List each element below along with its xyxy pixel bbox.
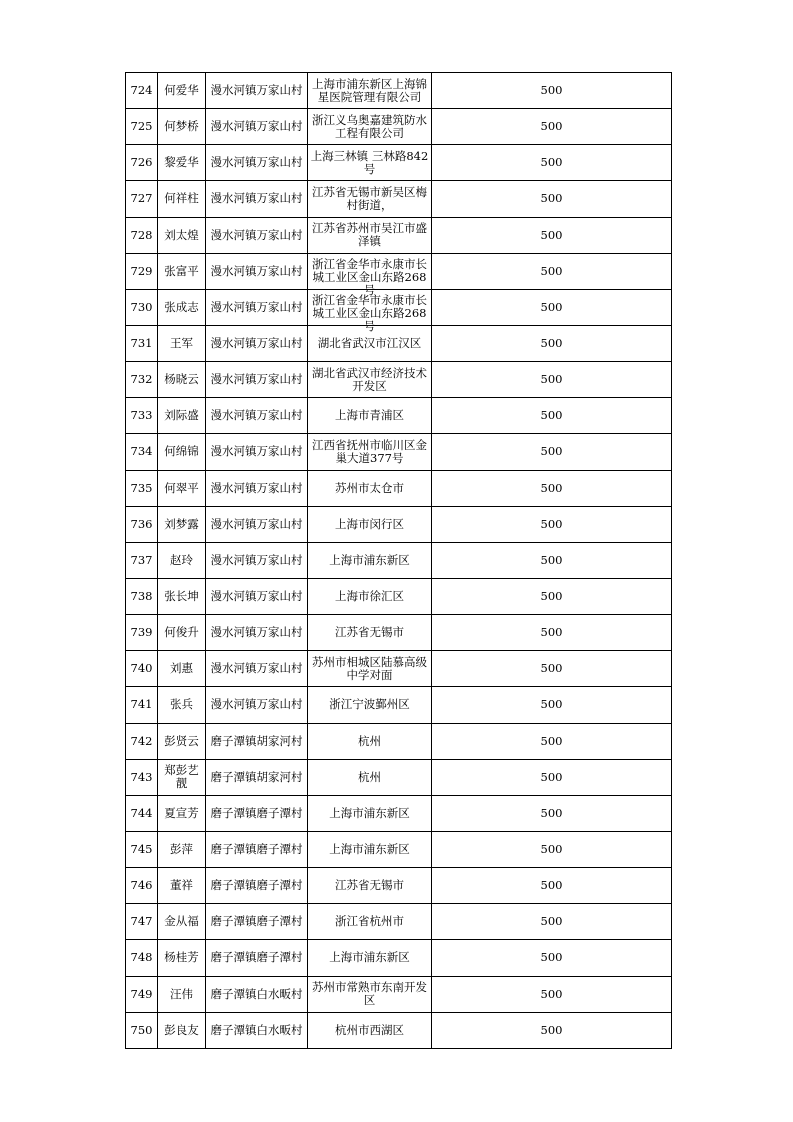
row-number-cell-text: 734 [130,444,153,459]
table-row [126,940,672,976]
amount-cell [432,976,672,1012]
workplace-address-cell-text: 上海市闵行区 [335,516,404,531]
amount-cell-text: 500 [540,986,563,1001]
village-cell-text: 漫水河镇万家山村 [210,480,303,495]
row-number-cell-text: 737 [130,552,153,567]
row-number-cell [126,289,158,325]
amount-cell [432,578,672,614]
person-name-cell [158,976,206,1012]
amount-cell [432,795,672,831]
table-row [126,109,672,145]
village-cell-text: 漫水河镇万家山村 [210,661,303,676]
amount-cell [432,73,672,109]
amount-cell-text: 500 [540,697,563,712]
workplace-address-cell [308,398,432,434]
amount-cell [432,651,672,687]
village-cell-text: 漫水河镇万家山村 [210,516,303,531]
person-name-cell-text: 夏宣芳 [164,805,199,820]
amount-cell [432,362,672,398]
person-name-cell-text: 何绵锦 [164,444,199,459]
person-name-cell [158,723,206,759]
row-number-cell-text: 739 [130,625,153,640]
workplace-address-cell-text: 上海市浦东新区上海锦星医院管理有限公司 [312,76,427,104]
village-cell [206,795,308,831]
amount-cell-text: 500 [540,625,563,640]
row-number-cell [126,1012,158,1048]
workplace-address-cell [308,795,432,831]
table-row [126,976,672,1012]
village-cell [206,506,308,542]
table-row [126,73,672,109]
person-name-cell [158,253,206,289]
workplace-address-cell-text: 浙江义乌奥嘉建筑防水工程有限公司 [312,112,427,140]
village-cell-text: 漫水河镇万家山村 [210,336,303,351]
table-row [126,1012,672,1048]
workplace-address-cell [308,723,432,759]
row-number-cell [126,723,158,759]
row-number-cell [126,615,158,651]
workplace-address-cell [308,615,432,651]
row-number-cell [126,145,158,181]
amount-cell-text: 500 [540,805,563,820]
village-cell [206,362,308,398]
table-row [126,795,672,831]
amount-cell-text: 500 [540,119,563,134]
amount-cell-text: 500 [540,191,563,206]
village-cell-text: 漫水河镇万家山村 [210,697,303,712]
person-name-cell [158,217,206,253]
table-row [126,578,672,614]
amount-cell [432,217,672,253]
table-row [126,289,672,325]
amount-cell [432,181,672,217]
amount-cell-text: 500 [540,589,563,604]
person-name-cell-text: 何翠平 [164,480,199,495]
village-cell [206,109,308,145]
workplace-address-cell-text: 上海市徐汇区 [335,589,404,604]
row-number-cell-text: 735 [130,480,153,495]
workplace-address-cell-text: 江苏省苏州市吴江市盛泽镇 [312,221,427,249]
amount-cell [432,868,672,904]
person-name-cell [158,109,206,145]
person-name-cell-text: 彭良友 [164,1022,199,1037]
village-cell-text: 磨子潭镇磨子潭村 [210,805,303,820]
workplace-address-cell [308,868,432,904]
village-cell [206,976,308,1012]
amount-cell-text: 500 [540,408,563,423]
village-cell [206,904,308,940]
row-number-cell [126,253,158,289]
workplace-address-cell [308,542,432,578]
workplace-address-cell [308,578,432,614]
row-number-cell [126,181,158,217]
village-cell-text: 漫水河镇万家山村 [210,227,303,242]
amount-cell-text: 500 [540,552,563,567]
village-cell [206,759,308,795]
row-number-cell [126,109,158,145]
person-name-cell-text: 杨晓云 [164,372,199,387]
amount-cell [432,109,672,145]
row-number-cell [126,651,158,687]
amount-cell [432,470,672,506]
village-cell [206,181,308,217]
workplace-address-cell [308,759,432,795]
table-row [126,434,672,470]
workplace-address-cell [308,687,432,723]
village-cell [206,687,308,723]
workplace-address-cell-text: 江西省抚州市临川区金巢大道377号 [312,437,427,465]
amount-cell-text: 500 [540,769,563,784]
workplace-address-cell [308,253,432,298]
row-number-cell [126,73,158,109]
amount-cell-text: 500 [540,914,563,929]
village-cell-text: 漫水河镇万家山村 [210,372,303,387]
village-cell [206,651,308,687]
workplace-address-cell [308,1012,432,1048]
person-name-cell-text: 张兵 [170,697,193,712]
row-number-cell-text: 731 [130,336,153,351]
row-number-cell [126,940,158,976]
table-row [126,506,672,542]
person-name-cell-text: 刘惠 [170,661,193,676]
person-name-cell [158,940,206,976]
village-cell-text: 磨子潭镇白水畈村 [210,986,303,1001]
amount-cell [432,398,672,434]
amount-cell [432,1012,672,1048]
amount-cell-text: 500 [540,263,563,278]
amount-cell-text: 500 [540,878,563,893]
amount-cell [432,723,672,759]
village-cell-text: 漫水河镇万家山村 [210,263,303,278]
table-row [126,831,672,867]
row-number-cell [126,795,158,831]
village-cell-text: 磨子潭镇磨子潭村 [210,842,303,857]
workplace-address-cell-text: 江苏省无锡市 [335,625,404,640]
table-row [126,687,672,723]
person-name-cell-text: 刘梦露 [164,516,199,531]
row-number-cell-text: 727 [130,191,153,206]
amount-cell [432,615,672,651]
amount-cell-text: 500 [540,480,563,495]
row-number-cell-text: 749 [130,986,153,1001]
person-name-cell [158,904,206,940]
workplace-address-cell-text: 浙江省金华市永康市长城工业区金山东路268号 [312,257,427,298]
row-number-cell-text: 738 [130,589,153,604]
person-name-cell-text: 何爱华 [164,83,199,98]
workplace-address-cell [308,940,432,976]
person-name-cell [158,831,206,867]
workplace-address-cell-text: 上海市浦东新区 [329,842,410,857]
row-number-cell [126,868,158,904]
village-cell [206,940,308,976]
workplace-address-cell-text: 湖北省武汉市江汉区 [317,336,422,351]
amount-cell [432,506,672,542]
village-cell-text: 漫水河镇万家山村 [210,119,303,134]
village-cell [206,253,308,289]
workplace-address-cell-text: 上海市浦东新区 [329,950,410,965]
workplace-address-cell-text: 苏州市相城区陆慕高级中学对面 [312,654,427,682]
row-number-cell-text: 744 [130,805,153,820]
amount-cell-text: 500 [540,950,563,965]
village-cell-text: 磨子潭镇磨子潭村 [210,878,303,893]
table-row [126,723,672,759]
workplace-address-cell [308,434,432,470]
workplace-address-cell-text: 湖北省武汉市经济技术开发区 [312,365,427,393]
person-name-cell [158,181,206,217]
person-name-cell [158,325,206,361]
amount-cell [432,687,672,723]
person-name-cell-text: 郑彭艺靓 [164,763,199,791]
village-cell [206,1012,308,1048]
amount-cell-text: 500 [540,733,563,748]
amount-cell-text: 500 [540,227,563,242]
workplace-address-cell-text: 上海市浦东新区 [329,552,410,567]
person-name-cell [158,687,206,723]
row-number-cell [126,831,158,867]
table-row [126,398,672,434]
amount-cell [432,904,672,940]
workplace-address-cell-text: 江苏省无锡市 [335,878,404,893]
village-cell [206,434,308,470]
workplace-address-cell-text: 杭州 [358,769,381,784]
table-row [126,651,672,687]
workplace-address-cell-text: 杭州市西湖区 [335,1022,404,1037]
workplace-address-cell-text: 上海市浦东新区 [329,805,410,820]
person-name-cell-text: 黎爱华 [164,155,199,170]
village-cell [206,542,308,578]
person-name-cell-text: 张长坤 [164,589,199,604]
row-number-cell [126,759,158,795]
workplace-address-cell-text: 苏州市太仓市 [335,480,404,495]
village-cell [206,831,308,867]
table-row [126,868,672,904]
row-number-cell [126,542,158,578]
village-cell [206,578,308,614]
amount-cell-text: 500 [540,299,563,314]
person-name-cell-text: 赵玲 [170,552,193,567]
row-number-cell [126,470,158,506]
row-number-cell [126,434,158,470]
amount-cell [432,145,672,181]
person-name-cell-text: 王军 [170,336,193,351]
workplace-address-cell [308,831,432,867]
workplace-address-cell-text: 上海市青浦区 [335,408,404,423]
village-cell-text: 漫水河镇万家山村 [210,83,303,98]
amount-cell [432,831,672,867]
workplace-address-cell-text: 浙江宁波鄞州区 [329,697,410,712]
person-name-cell [158,434,206,470]
village-cell-text: 磨子潭镇磨子潭村 [210,950,303,965]
row-number-cell-text: 726 [130,155,153,170]
table-row [126,217,672,253]
workplace-address-cell-text: 苏州市常熟市东南开发区 [312,980,427,1008]
village-cell [206,217,308,253]
row-number-cell [126,976,158,1012]
village-cell [206,868,308,904]
amount-cell [432,325,672,361]
amount-cell [432,289,672,325]
row-number-cell-text: 730 [130,299,153,314]
row-number-cell-text: 741 [130,697,153,712]
row-number-cell-text: 750 [130,1022,153,1037]
row-number-cell [126,398,158,434]
person-name-cell [158,615,206,651]
table-row [126,615,672,651]
village-cell-text: 漫水河镇万家山村 [210,191,303,206]
person-name-cell [158,651,206,687]
table-row [126,759,672,795]
row-number-cell [126,362,158,398]
village-cell-text: 漫水河镇万家山村 [210,299,303,314]
village-cell-text: 漫水河镇万家山村 [210,589,303,604]
workplace-address-cell [308,976,432,1012]
person-name-cell-text: 刘太煌 [164,227,199,242]
person-name-cell-text: 何祥柱 [164,191,199,206]
records-table [125,72,672,1049]
table-row [126,253,672,289]
person-name-cell-text: 何梦桥 [164,119,199,134]
workplace-address-cell [308,470,432,506]
row-number-cell-text: 732 [130,372,153,387]
person-name-cell [158,506,206,542]
person-name-cell [158,578,206,614]
person-name-cell [158,470,206,506]
person-name-cell [158,145,206,181]
row-number-cell [126,578,158,614]
amount-cell-text: 500 [540,444,563,459]
table-row [126,470,672,506]
row-number-cell [126,217,158,253]
workplace-address-cell [308,651,432,687]
amount-cell-text: 500 [540,1022,563,1037]
row-number-cell-text: 743 [130,769,153,784]
workplace-address-cell-text: 上海三林镇 三林路842号 [310,148,429,176]
amount-cell [432,253,672,289]
person-name-cell [158,542,206,578]
row-number-cell-text: 742 [130,733,153,748]
workplace-address-cell-text: 杭州 [358,733,381,748]
workplace-address-cell [308,904,432,940]
village-cell-text: 磨子潭镇磨子潭村 [210,914,303,929]
row-number-cell-text: 748 [130,950,153,965]
row-number-cell [126,506,158,542]
table-row [126,362,672,398]
person-name-cell-text: 彭贤云 [164,733,199,748]
amount-cell-text: 500 [540,83,563,98]
workplace-address-cell-text: 浙江省金华市永康市长城工业区金山东路268号 [312,293,427,334]
village-cell-text: 漫水河镇万家山村 [210,155,303,170]
person-name-cell [158,759,206,795]
amount-cell-text: 500 [540,661,563,676]
workplace-address-cell-text: 浙江省杭州市 [335,914,404,929]
person-name-cell-text: 彭萍 [170,842,193,857]
village-cell [206,398,308,434]
person-name-cell [158,398,206,434]
amount-cell-text: 500 [540,336,563,351]
table-row [126,542,672,578]
village-cell-text: 漫水河镇万家山村 [210,625,303,640]
row-number-cell-text: 745 [130,842,153,857]
person-name-cell-text: 张成志 [164,299,199,314]
village-cell-text: 磨子潭镇胡家河村 [210,733,303,748]
row-number-cell-text: 729 [130,263,153,278]
workplace-address-cell [308,362,432,398]
village-cell [206,325,308,361]
village-cell-text: 磨子潭镇胡家河村 [210,769,303,784]
village-cell-text: 漫水河镇万家山村 [210,552,303,567]
village-cell [206,145,308,181]
workplace-address-cell [308,73,432,109]
table-row [126,325,672,361]
records-table-body [126,73,672,1049]
table-row [126,145,672,181]
person-name-cell [158,362,206,398]
amount-cell-text: 500 [540,842,563,857]
village-cell-text: 磨子潭镇白水畈村 [210,1022,303,1037]
row-number-cell [126,325,158,361]
workplace-address-cell [308,506,432,542]
village-cell-text: 漫水河镇万家山村 [210,444,303,459]
person-name-cell [158,1012,206,1048]
person-name-cell [158,289,206,325]
village-cell [206,723,308,759]
person-name-cell-text: 金从福 [164,914,199,929]
row-number-cell [126,904,158,940]
person-name-cell-text: 汪伟 [170,986,193,1001]
person-name-cell-text: 张富平 [164,263,199,278]
village-cell [206,615,308,651]
table-row [126,904,672,940]
workplace-address-cell [308,217,432,253]
workplace-address-cell [308,109,432,145]
village-cell [206,73,308,109]
row-number-cell-text: 746 [130,878,153,893]
person-name-cell-text: 刘际盛 [164,408,199,423]
row-number-cell-text: 725 [130,119,153,134]
person-name-cell [158,868,206,904]
village-cell-text: 漫水河镇万家山村 [210,408,303,423]
row-number-cell-text: 736 [130,516,153,531]
village-cell [206,470,308,506]
row-number-cell-text: 733 [130,408,153,423]
person-name-cell-text: 董祥 [170,878,193,893]
table-row [126,181,672,217]
amount-cell-text: 500 [540,372,563,387]
person-name-cell-text: 杨桂芳 [164,950,199,965]
person-name-cell-text: 何俊升 [164,625,199,640]
amount-cell [432,542,672,578]
row-number-cell-text: 747 [130,914,153,929]
row-number-cell-text: 728 [130,227,153,242]
workplace-address-cell [308,181,432,217]
workplace-address-cell [308,289,432,334]
amount-cell [432,940,672,976]
amount-cell [432,759,672,795]
person-name-cell [158,795,206,831]
workplace-address-cell-text: 江苏省无锡市新吴区梅村街道， [312,184,427,212]
amount-cell-text: 500 [540,516,563,531]
person-name-cell [158,73,206,109]
workplace-address-cell [308,145,432,181]
village-cell [206,289,308,325]
amount-cell [432,434,672,470]
amount-cell-text: 500 [540,155,563,170]
row-number-cell-text: 724 [130,83,153,98]
row-number-cell-text: 740 [130,661,153,676]
row-number-cell [126,687,158,723]
